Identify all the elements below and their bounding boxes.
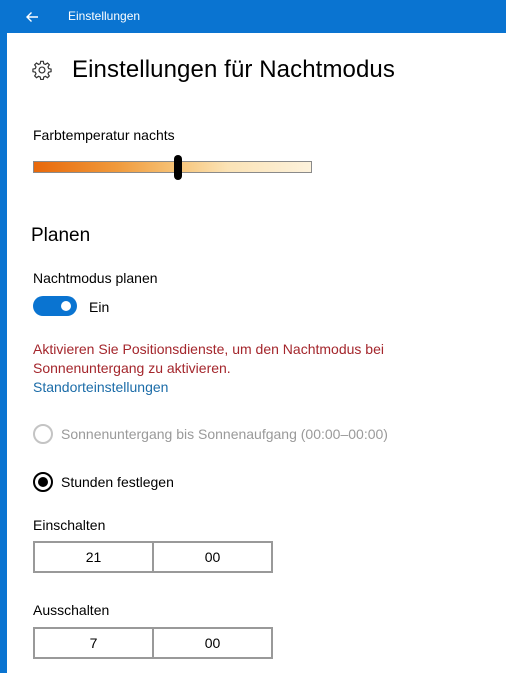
schedule-toggle-label: Nachtmodus planen [33, 270, 158, 286]
set-hours-label: Stunden festlegen [61, 474, 174, 490]
location-settings-link[interactable]: Standorteinstellungen [33, 379, 169, 395]
window-title: Einstellungen [68, 9, 141, 23]
back-arrow-icon [25, 11, 39, 23]
schedule-section-heading: Planen [31, 225, 91, 246]
page-title: Einstellungen für Nachtmodus [72, 56, 395, 83]
window-left-border [0, 0, 7, 673]
turn-off-time-picker[interactable] [33, 627, 273, 659]
back-button[interactable] [12, 0, 52, 33]
color-temperature-label: Farbtemperatur nachts [33, 127, 175, 143]
turn-on-minute[interactable]: 00 [152, 543, 271, 571]
turn-off-minute[interactable]: 00 [152, 629, 271, 657]
page-header [30, 56, 395, 84]
turn-off-label: Ausschalten [33, 602, 110, 618]
turn-on-time-picker[interactable] [33, 541, 273, 573]
title-bar [0, 0, 506, 33]
sunset-to-sunrise-label: Sonnenuntergang bis Sonnenaufgang (00:00–00:00) [61, 426, 388, 442]
sunset-to-sunrise-radio[interactable] [33, 424, 53, 444]
turn-off-hour[interactable]: 7 [89, 635, 98, 651]
turn-on-hour[interactable]: 21 [85, 549, 102, 565]
toggle-knob [61, 301, 71, 311]
color-temperature-slider[interactable] [33, 161, 312, 173]
color-temperature-slider-thumb[interactable] [174, 155, 182, 180]
radio-selected-dot [38, 477, 48, 487]
location-warning-text: Aktivieren Sie Positionsdienste, um den Nachtmodus bei Sonnenuntergang zu aktivieren. [33, 341, 384, 376]
schedule-toggle-switch[interactable] [33, 296, 77, 316]
set-hours-radio[interactable] [33, 472, 53, 492]
toggle-state-text: Ein [89, 299, 110, 315]
turn-on-label: Einschalten [33, 517, 106, 533]
gear-icon [30, 58, 54, 82]
